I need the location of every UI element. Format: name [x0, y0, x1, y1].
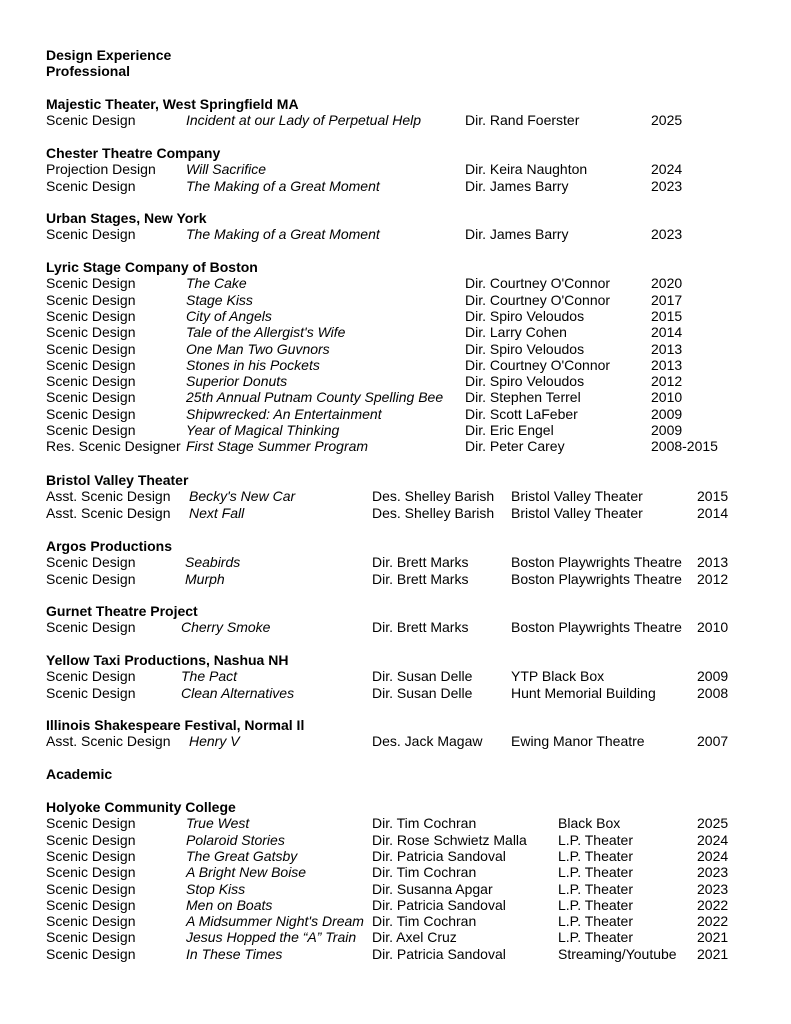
year: 2012 [697, 570, 729, 587]
director-credit: Dir. Patricia Sandoval [372, 945, 506, 962]
year: 2021 [697, 929, 729, 946]
page-title: Design Experience [46, 47, 172, 63]
director-credit: Dir. Eric Engel [465, 422, 554, 438]
role: Scenic Design [46, 389, 136, 406]
director-credit: Dir. Susan Delle [372, 684, 473, 701]
role: Scenic Design [46, 831, 136, 848]
show-title: A Midsummer Night's Dream [186, 913, 364, 930]
director-credit: Dir. Scott LaFeber [465, 405, 578, 422]
year: 2022 [697, 896, 729, 913]
director-credit: Dir. Brett Marks [372, 619, 469, 636]
year: 2015 [651, 307, 683, 324]
show-title: Seabirds [185, 554, 241, 571]
role: Scenic Design [46, 340, 136, 357]
director-credit: Dir. James Barry [465, 226, 569, 243]
role: Scenic Design [46, 356, 136, 373]
company-heading: Urban Stages, New York [46, 210, 207, 226]
director-credit: Dir. Tim Cochran [372, 913, 477, 930]
role: Scenic Design [46, 619, 136, 636]
year: 2015 [697, 488, 729, 505]
year: 2014 [651, 324, 683, 341]
role: Scenic Design [46, 291, 136, 308]
role: Scenic Design [46, 177, 136, 194]
year: 2021 [697, 945, 729, 962]
show-title: Shipwrecked: An Entertainment [186, 405, 382, 422]
role: Scenic Design [46, 275, 136, 292]
show-title: Henry V [189, 733, 240, 750]
show-title: Cherry Smoke [181, 619, 271, 636]
role: Scenic Design [46, 864, 136, 881]
show-title: Stones in his Pockets [186, 356, 320, 373]
role: Scenic Design [46, 405, 136, 422]
show-title: City of Angels [186, 307, 272, 324]
role: Scenic Design [46, 112, 136, 129]
role: Projection Design [46, 161, 156, 178]
show-title: Becky's New Car [189, 488, 296, 505]
section-heading-professional: Professional [46, 63, 131, 79]
role: Asst. Scenic Design [46, 504, 171, 521]
show-title: Year of Magical Thinking [186, 422, 340, 438]
role: Scenic Design [46, 422, 136, 438]
venue: Bristol Valley Theater [511, 488, 643, 505]
show-title: Will Sacrifice [186, 161, 266, 178]
show-title: Murph [185, 570, 225, 587]
role: Scenic Design [46, 324, 136, 341]
show-title: Jesus Hopped the “A” Train [186, 929, 357, 946]
director-credit: Dir. Patricia Sandoval [372, 896, 506, 913]
show-title: The Cake [186, 275, 247, 292]
year: 2024 [651, 161, 683, 178]
director-credit: Dir. Axel Cruz [372, 929, 457, 946]
show-title: Stage Kiss [186, 291, 253, 308]
show-title: In These Times [186, 945, 283, 962]
year: 2020 [651, 275, 683, 292]
year: 2009 [651, 405, 683, 422]
company-heading: Yellow Taxi Productions, Nashua NH [46, 652, 289, 668]
venue: L.P. Theater [558, 864, 633, 881]
director-credit: Des. Shelley Barish [372, 504, 495, 521]
show-title: 25th Annual Putnam County Spelling Bee [186, 389, 444, 406]
section-heading-academic: Academic [46, 766, 113, 782]
venue: Boston Playwrights Theatre [511, 619, 682, 636]
year: 2009 [697, 668, 729, 685]
director-credit: Dir. Spiro Veloudos [465, 307, 585, 324]
year: 2012 [651, 373, 683, 390]
role: Scenic Design [46, 945, 136, 962]
director-credit: Dir. Brett Marks [372, 570, 469, 587]
director-credit: Dir. Susan Delle [372, 668, 473, 685]
year: 2007 [697, 733, 729, 750]
venue: YTP Black Box [511, 668, 605, 685]
director-credit: Dir. Stephen Terrel [465, 389, 581, 406]
venue: Hunt Memorial Building [511, 684, 656, 701]
show-title: Next Fall [189, 504, 245, 521]
role: Scenic Design [46, 684, 136, 701]
director-credit: Dir. Larry Cohen [465, 324, 567, 341]
director-credit: Dir. Courtney O'Connor [465, 291, 611, 308]
show-title: The Pact [181, 668, 238, 685]
year: 2013 [651, 340, 683, 357]
company-heading: Argos Productions [46, 538, 173, 554]
role: Scenic Design [46, 896, 136, 913]
year: 2023 [651, 177, 683, 194]
director-credit: Des. Jack Magaw [372, 733, 483, 750]
year: 2013 [651, 356, 683, 373]
role: Asst. Scenic Design [46, 733, 171, 750]
year: 2022 [697, 913, 729, 930]
venue: Streaming/Youtube [558, 945, 677, 962]
venue: Bristol Valley Theater [511, 504, 643, 521]
role: Scenic Design [46, 913, 136, 930]
show-title: True West [186, 815, 250, 832]
role: Scenic Design [46, 847, 136, 864]
role: Scenic Design [46, 307, 136, 324]
role: Scenic Design [46, 373, 136, 390]
show-title: A Bright New Boise [186, 864, 307, 881]
director-credit: Dir. Courtney O'Connor [465, 356, 611, 373]
show-title: The Making of a Great Moment [186, 226, 380, 243]
role: Scenic Design [46, 815, 136, 832]
company-heading: Gurnet Theatre Project [46, 603, 198, 619]
venue: L.P. Theater [558, 831, 633, 848]
director-credit: Dir. Spiro Veloudos [465, 373, 585, 390]
director-credit: Dir. Brett Marks [372, 554, 469, 571]
venue: L.P. Theater [558, 913, 633, 930]
company-heading: Illinois Shakespeare Festival, Normal Il [46, 717, 305, 733]
venue: L.P. Theater [558, 880, 633, 897]
year: 2010 [697, 619, 729, 636]
role: Scenic Design [46, 226, 136, 243]
show-title: Superior Donuts [186, 373, 288, 390]
year: 2024 [697, 847, 729, 864]
show-title: The Making of a Great Moment [186, 177, 380, 194]
role: Scenic Design [46, 668, 136, 685]
year: 2010 [651, 389, 683, 406]
director-credit: Dir. James Barry [465, 177, 569, 194]
year: 2023 [697, 864, 729, 881]
venue: Ewing Manor Theatre [511, 733, 645, 750]
venue: L.P. Theater [558, 929, 633, 946]
company-heading: Lyric Stage Company of Boston [46, 259, 258, 275]
role: Asst. Scenic Design [46, 488, 171, 505]
role: Scenic Design [46, 570, 136, 587]
venue: Boston Playwrights Theatre [511, 554, 682, 571]
company-heading: Bristol Valley Theater [46, 472, 189, 488]
role: Scenic Design [46, 880, 136, 897]
director-credit: Dir. Peter Carey [465, 438, 565, 455]
year: 2008-2015 [651, 438, 718, 455]
director-credit: Dir. Rand Foerster [465, 112, 580, 129]
show-title: Stop Kiss [186, 880, 246, 897]
company-heading: Holyoke Community College [46, 799, 236, 815]
year: 2024 [697, 831, 729, 848]
venue: Black Box [558, 815, 621, 832]
year: 2014 [697, 504, 729, 521]
show-title: Tale of the Allergist's Wife [186, 324, 346, 341]
year: 2023 [651, 226, 683, 243]
director-credit: Dir. Courtney O'Connor [465, 275, 611, 292]
year: 2023 [697, 880, 729, 897]
show-title: Men on Boats [186, 896, 273, 913]
role: Scenic Design [46, 929, 136, 946]
year: 2025 [697, 815, 729, 832]
director-credit: Dir. Rose Schwietz Malla [372, 831, 527, 848]
director-credit: Dir. Spiro Veloudos [465, 340, 585, 357]
year: 2008 [697, 684, 729, 701]
year: 2013 [697, 554, 729, 571]
role: Res. Scenic Designer [46, 438, 181, 455]
venue: Boston Playwrights Theatre [511, 570, 682, 587]
director-credit: Des. Shelley Barish [372, 488, 495, 505]
show-title: Clean Alternatives [181, 684, 295, 701]
venue: L.P. Theater [558, 847, 633, 864]
year: 2009 [651, 422, 683, 438]
company-heading: Chester Theatre Company [46, 145, 221, 161]
director-credit: Dir. Susanna Apgar [372, 880, 493, 897]
show-title: Polaroid Stories [186, 831, 285, 848]
role: Scenic Design [46, 554, 136, 571]
show-title: Incident at our Lady of Perpetual Help [186, 112, 422, 129]
director-credit: Dir. Tim Cochran [372, 815, 477, 832]
year: 2025 [651, 112, 683, 129]
director-credit: Dir. Keira Naughton [465, 161, 588, 178]
company-heading: Majestic Theater, West Springfield MA [46, 96, 299, 112]
venue: L.P. Theater [558, 896, 633, 913]
show-title: The Great Gatsby [186, 847, 298, 864]
show-title: One Man Two Guvnors [186, 340, 330, 357]
director-credit: Dir. Patricia Sandoval [372, 847, 506, 864]
year: 2017 [651, 291, 683, 308]
director-credit: Dir. Tim Cochran [372, 864, 477, 881]
show-title: First Stage Summer Program [186, 438, 369, 455]
